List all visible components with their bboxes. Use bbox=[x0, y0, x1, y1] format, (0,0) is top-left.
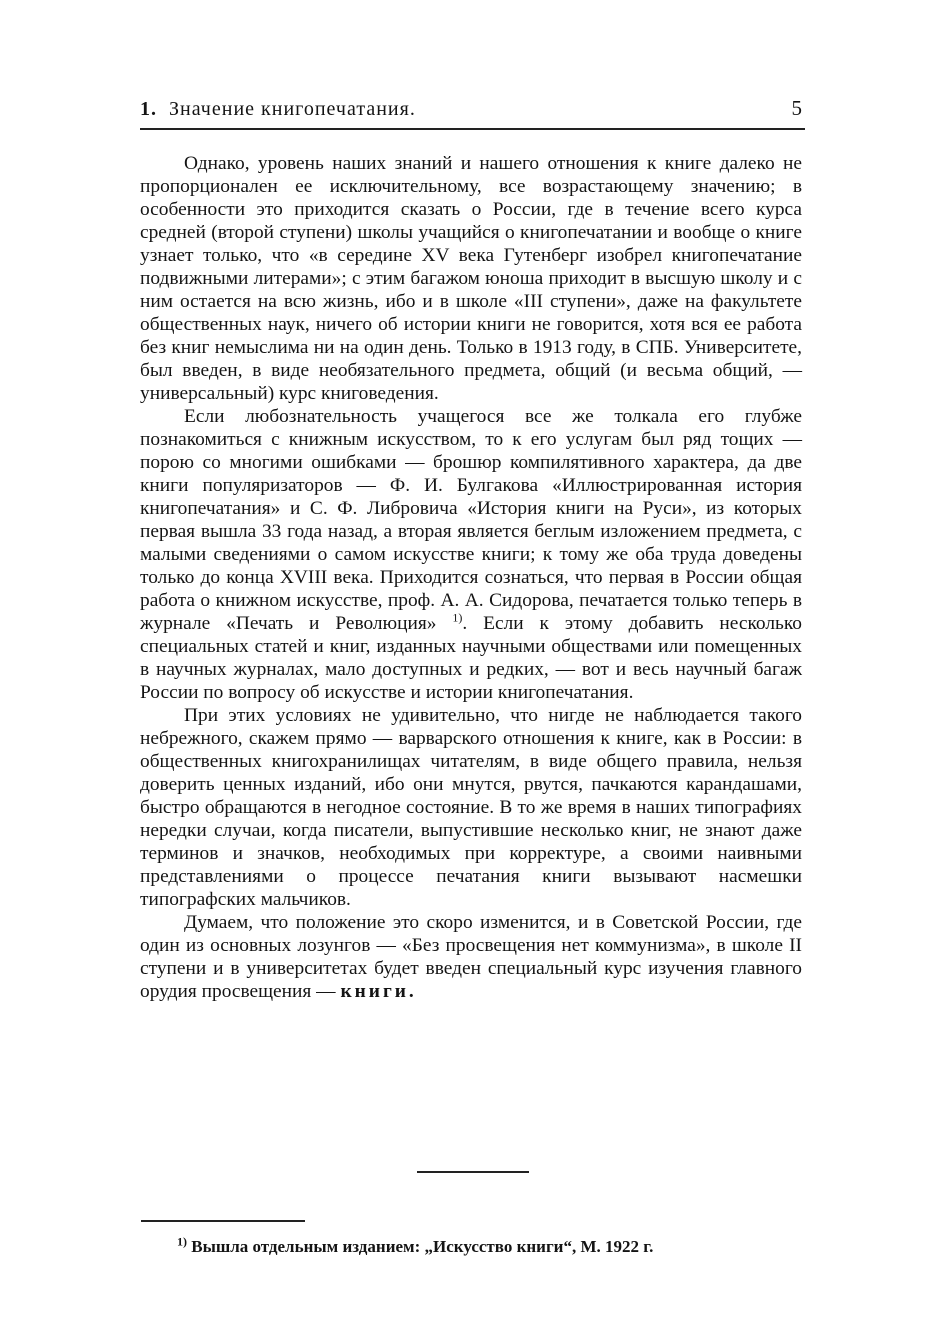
header-rule bbox=[140, 128, 805, 130]
paragraph-2-tail: . Если к этому добавить несколько специальных статей и книг, изданных научными обществами или помещенных в научных журналах, мало доступных и редких, — вот и весь научный багаж России по вопросу об искусстве и истории книгопечатания. bbox=[140, 613, 802, 703]
paragraph-3: При этих условиях не удивительно, что нигде не наблюдается такого небрежного, скажем прямо — варварского отношения к книге, как в России: в общественных книгохранилищах читателям, в виде общего правила, нельзя доверить ценных изданий, ибо они мнутся, рвутся, пачкаются карандашами, быстро обращаются в негодное состояние. В то же время в наших типографиях нередки случаи, когда писатели, выпустившие несколько книг, не знают даже терминов и значков, необходимых при корректуре, а своими наивными представлениями о процессе печатания книги вызывают насмешки типографских мальчиков. bbox=[140, 705, 802, 910]
footnote-rule bbox=[141, 1220, 305, 1222]
paragraph-4 bbox=[140, 911, 802, 1003]
page-number: 5 bbox=[791, 96, 802, 120]
footnote-marker: 1) bbox=[177, 1234, 187, 1249]
body-text bbox=[140, 152, 802, 1003]
running-head bbox=[140, 98, 416, 121]
chapter-number: 1. bbox=[140, 98, 157, 120]
paragraph-2 bbox=[140, 405, 802, 704]
footnote-text: Вышла отдельным изданием: „Искусство книги“, М. 1922 г. bbox=[191, 1237, 654, 1256]
footnote-reference: 1) bbox=[452, 610, 463, 625]
paragraph-1: Однако, уровень наших знаний и нашего отношения к книге далеко не пропорционален ее исключительному, все возрастающему значению; в особенности это приходится сказать о России, где в течение всего курса средней (второй ступени) школы учащийся о книгопечатании и вообще о книге узнает только, что «в середине XV века Гутенберг изобрел книгопечатание подвижными литерами»; с этим багажом юноша приходит в высшую школу и с ним остается на всю жизнь, ибо и в школе «III ступени», даже на факультете общественных наук, ничего об истории книги не говорится, хотя вся ее работа без книг немыслима ни на один день. Только в 1913 году, в СПБ. Университете, был введен, в виде необязательного предмета, общий (и весьма общий, — универсальный) курс книговедения. bbox=[140, 153, 802, 404]
paragraph-4-last-word: книги. bbox=[340, 981, 417, 1002]
chapter-title: Значение книгопечатания. bbox=[169, 98, 416, 120]
footnote bbox=[177, 1236, 653, 1258]
paragraph-4-text: Думаем, что положение это скоро изменится, и в Советской России, где один из основных лозунгов — «Без просвещения нет коммунизма», в школе II ступени и в университетах будет введен специальный курс изучения главного орудия просвещения — bbox=[140, 912, 802, 1002]
page-header bbox=[140, 96, 802, 126]
section-end-rule bbox=[417, 1171, 529, 1173]
paragraph-2-text: Если любознательность учащегося все же толкала его глубже познакомиться с книжным искусством, то к его услугам был ряд тощих — порою со многими ошибками — брошюр компилятивного характера, да две книги популяризаторов — Ф. И. Булгакова «Иллюстрированная история книгопечатания» и С. Ф. Либровича «История книги на Руси», из которых первая вышла 33 года назад, а вторая является беглым изложением предмета, с малыми сведениями о самом искусстве книги; к тому же оба труда доведены только до конца XVIII века. Приходится сознаться, что первая в России общая работа о книжном искусстве, проф. А. А. Сидорова, печатается только теперь в журнале «Печать и Революция» bbox=[140, 406, 802, 634]
